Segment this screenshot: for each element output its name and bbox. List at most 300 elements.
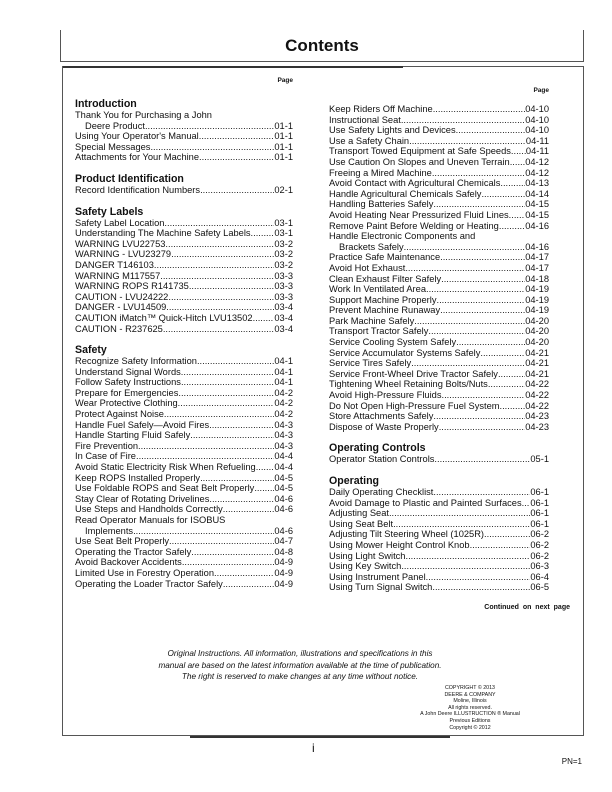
entry-title: DANGER T146103 (75, 259, 154, 270)
dot-leader (133, 526, 274, 537)
toc-entry[interactable] (75, 462, 293, 473)
entry-page: 01-1 (274, 141, 293, 152)
entry-title: Avoid Heating Near Pressurized Fluid Lines (329, 209, 509, 220)
toc-entry[interactable] (329, 199, 549, 210)
toc-entry[interactable] (329, 561, 549, 572)
notice-line: The right is reserved to make changes at any time without notice. (181, 672, 419, 681)
entry-title: Remove Paint Before Welding or Heating (329, 220, 499, 231)
dot-leader (433, 199, 525, 210)
entry-page: 04-23 (525, 411, 549, 422)
toc-entry[interactable] (329, 551, 549, 562)
dot-leader (253, 313, 275, 324)
dot-leader (168, 292, 274, 303)
dot-leader (209, 420, 274, 431)
toc-entry[interactable] (329, 274, 549, 285)
dot-leader (499, 221, 525, 232)
dot-leader (439, 422, 526, 433)
toc-entry[interactable] (75, 536, 293, 547)
toc-entry[interactable] (75, 249, 293, 260)
entry-title-cont: Implements (85, 525, 134, 536)
toc-entry[interactable] (75, 302, 293, 313)
dot-leader (440, 305, 525, 316)
entry-page: 06-1 (530, 497, 549, 508)
entry-line (75, 121, 293, 132)
entry-page: 04-17 (525, 252, 549, 263)
entry-title: In Case of Fire (75, 451, 136, 462)
entry-page: 04-17 (525, 262, 549, 273)
entry-title: Prevent Machine Runaway (329, 305, 441, 316)
entry-page: 04-4 (274, 462, 293, 473)
dot-leader (426, 284, 525, 295)
entry-page: 04-9 (274, 557, 293, 568)
entry-title: WARNING LVU22753 (75, 238, 166, 249)
dot-leader (189, 281, 275, 292)
section-heading: Safety Labels (75, 205, 144, 218)
entry-title: Dispose of Waste Properly (329, 421, 439, 432)
toc-entry[interactable] (329, 582, 549, 593)
entry-title: Use Caution On Slopes and Uneven Terrain (329, 156, 510, 167)
entry-title-cont: Brackets Safely (339, 241, 404, 252)
toc-entry[interactable] (329, 519, 549, 530)
entry-line (329, 242, 549, 253)
toc-section (75, 206, 293, 335)
entry-title: Read Operator Manuals for ISOBUS (75, 515, 226, 525)
entry-title: Daily Operating Checklist (329, 487, 434, 497)
pn-label: PN=1 (561, 757, 582, 766)
entry-title: Using Mower Height Control Knob (329, 539, 470, 550)
entry-page: 04-20 (525, 337, 549, 348)
page-number: i (312, 741, 315, 755)
entry-title: Avoid High-Pressure Fluids (329, 390, 442, 401)
copyright-line: DEERE & COMPANY (444, 691, 496, 698)
entry-page: 04-5 (274, 483, 293, 494)
dot-leader (480, 348, 525, 359)
entry-title: Operating the Tractor Safely (75, 546, 192, 557)
toc-entry[interactable] (329, 390, 549, 401)
toc-entry[interactable] (329, 508, 549, 519)
entry-page: 04-19 (525, 294, 549, 305)
dot-leader (456, 337, 525, 348)
entry-page: 04-20 (525, 326, 549, 337)
entry-page: 04-14 (525, 188, 549, 199)
toc-entry[interactable] (329, 369, 549, 380)
entry-page: 04-15 (525, 209, 549, 220)
entry-page: 06-1 (530, 508, 549, 519)
entry-title: Prepare for Emergencies (75, 387, 179, 398)
dot-leader (509, 210, 526, 221)
toc-entry[interactable] (75, 228, 293, 239)
copyright-line: Previous Editions (449, 717, 491, 724)
entry-title: Safety Label Location (75, 217, 165, 228)
toc-entry[interactable] (329, 189, 549, 200)
toc-entry[interactable] (329, 326, 549, 337)
dot-leader (200, 473, 274, 484)
entry-title: Avoid Static Electricity Risk When Refueling (75, 462, 256, 473)
entry-page: 04-10 (525, 125, 549, 136)
entry-page: 04-16 (525, 220, 549, 231)
continued-note: Continued on next page (484, 604, 570, 611)
entry-title: Record Identification Numbers (75, 184, 201, 195)
entry-title: Using Light Switch (329, 550, 406, 561)
entry-title: Park Machine Safely (329, 315, 415, 326)
toc-entry[interactable] (329, 178, 549, 189)
entry-page: 05-1 (530, 454, 549, 465)
dot-leader (171, 249, 274, 260)
dot-leader (441, 390, 525, 401)
dot-leader (498, 369, 525, 380)
toc-entry[interactable] (329, 136, 549, 147)
entry-page: 04-2 (274, 387, 293, 398)
dot-leader (414, 316, 525, 327)
entry-page: 04-19 (525, 284, 549, 295)
toc-entry[interactable] (329, 125, 549, 136)
toc-entry[interactable] (75, 185, 293, 196)
toc-entry[interactable] (75, 110, 293, 131)
entry-line (75, 526, 293, 537)
notice-line: manual are based on the latest information available at the time of publication. (158, 660, 442, 670)
dot-leader (199, 131, 275, 142)
entry-title: CAUTION - LVU24222 (75, 291, 169, 302)
entry-title: Store Attachments Safely (329, 411, 434, 422)
entry-page: 04-21 (525, 347, 549, 358)
dot-leader (409, 136, 526, 147)
toc-entry[interactable] (329, 221, 549, 232)
entry-page: 06-5 (530, 582, 549, 593)
entry-title: Thank You for Purchasing a John (75, 110, 212, 120)
toc-entry[interactable] (329, 379, 549, 390)
dot-leader (150, 142, 274, 153)
dot-leader (197, 356, 274, 367)
dot-leader (181, 377, 274, 388)
divider (63, 66, 403, 68)
toc-entry[interactable] (75, 547, 293, 558)
dot-leader (433, 487, 530, 498)
page-title: Contents (285, 36, 359, 55)
entry-title: WARNING - LVU23279 (75, 249, 172, 260)
entry-page: 04-9 (274, 578, 293, 589)
toc-entry[interactable] (329, 348, 549, 359)
toc-entry[interactable] (75, 152, 293, 163)
dot-leader (500, 401, 526, 412)
toc-entry[interactable] (329, 252, 549, 263)
toc-entry[interactable] (75, 367, 293, 378)
entry-page: 04-3 (274, 430, 293, 441)
dot-leader (481, 189, 525, 200)
entry-page: 04-22 (525, 379, 549, 390)
toc-entry[interactable] (75, 430, 293, 441)
toc-entry[interactable] (329, 487, 549, 498)
entry-page: 04-19 (525, 305, 549, 316)
toc-entry[interactable] (75, 557, 293, 568)
dot-leader (166, 302, 274, 313)
entry-page: 03-2 (274, 259, 293, 270)
toc-entry[interactable] (75, 398, 293, 409)
entry-page: 04-16 (525, 241, 549, 252)
entry-title: Handle Starting Fluid Safely (75, 430, 191, 441)
toc-entry[interactable] (75, 420, 293, 431)
toc-entry[interactable] (75, 218, 293, 229)
toc-section (75, 344, 293, 589)
toc-entry[interactable] (329, 146, 549, 157)
page-column-header: Page (533, 87, 549, 94)
entry-page: 06-1 (530, 487, 549, 497)
dot-leader (138, 441, 274, 452)
dot-leader (433, 411, 525, 422)
dot-leader (401, 115, 525, 126)
entry-page: 04-12 (525, 156, 549, 167)
entry-title: Tightening Wheel Retaining Bolts/Nuts (329, 379, 488, 390)
toc-entry[interactable] (329, 401, 549, 412)
toc-entry[interactable] (75, 324, 293, 335)
entry-page: 06-2 (530, 539, 549, 550)
entry-title: Handling Batteries Safely (329, 199, 434, 210)
dot-leader (178, 398, 275, 409)
toc-entry[interactable] (75, 281, 293, 292)
dot-leader (426, 572, 531, 583)
toc-entry[interactable] (75, 473, 293, 484)
section-heading: Operating (329, 475, 380, 487)
toc-section (329, 104, 549, 432)
dot-leader (164, 218, 274, 229)
dot-leader (434, 454, 530, 465)
toc-entry[interactable] (75, 292, 293, 303)
entry-title: Keep Riders Off Machine (329, 104, 433, 114)
entry-page: 04-6 (274, 504, 293, 515)
entry-page: 03-4 (274, 302, 293, 313)
entry-page: 03-2 (274, 249, 293, 260)
toc-entry[interactable] (75, 271, 293, 282)
toc-entry[interactable] (75, 313, 293, 324)
entry-page: 03-4 (274, 312, 293, 323)
entry-title: Using Seat Belt (329, 518, 394, 529)
dot-leader (441, 274, 525, 285)
entry-page: 03-3 (274, 291, 293, 302)
toc-entry[interactable] (75, 260, 293, 271)
entry-page: 03-4 (274, 323, 293, 334)
entry-title: Understand Signal Words (75, 366, 181, 377)
toc-entry[interactable] (75, 579, 293, 590)
entry-title: Operating the Loader Tractor Safely (75, 578, 223, 589)
copyright-line: Moline, Illinois (453, 698, 487, 705)
entry-page: 04-23 (525, 421, 549, 432)
dot-leader (440, 252, 525, 263)
toc-entry[interactable] (75, 131, 293, 142)
entry-page: 04-11 (525, 146, 549, 157)
entry-page: 04-20 (525, 315, 549, 326)
toc-entry[interactable] (75, 451, 293, 462)
entry-page: 01-1 (274, 120, 293, 131)
entry-title: Using Turn Signal Switch (329, 582, 433, 593)
dot-leader (522, 498, 531, 509)
entry-page: 06-2 (530, 529, 549, 540)
toc-entry[interactable] (75, 142, 293, 153)
dot-leader (182, 557, 275, 568)
entry-page: 04-2 (274, 398, 293, 409)
toc-entry[interactable] (329, 540, 549, 551)
entry-title: Clean Exhaust Filter Safely (329, 273, 442, 284)
dot-leader (251, 228, 275, 239)
entry-page: 04-13 (525, 178, 549, 189)
entry-title: Keep ROPS Installed Properly (75, 472, 201, 483)
toc-entry[interactable] (75, 409, 293, 420)
entry-page: 03-3 (274, 270, 293, 281)
toc-entry[interactable] (329, 168, 549, 179)
entry-page: 06-1 (530, 518, 549, 529)
toc-entry[interactable] (75, 515, 293, 536)
toc-entry[interactable] (329, 316, 549, 327)
dot-leader (393, 519, 530, 530)
notice-text (130, 648, 470, 683)
copyright-line: A John Deere ILLUSTRUCTION ® Manual (420, 711, 520, 718)
toc-entry[interactable] (329, 104, 549, 115)
entry-title: Transport Tractor Safely (329, 326, 429, 337)
entry-title: Handle Fuel Safely—Avoid Fires (75, 419, 210, 430)
toc-entry[interactable] (75, 239, 293, 250)
entry-page: 04-6 (274, 493, 293, 504)
entry-title: Do Not Open High-Pressure Fuel System (329, 400, 500, 411)
toc-entry[interactable] (329, 337, 549, 348)
toc-entry[interactable] (329, 305, 549, 316)
toc-entry[interactable] (329, 454, 549, 465)
toc-entry[interactable] (75, 494, 293, 505)
entry-title: Support Machine Properly (329, 294, 437, 305)
toc-entry[interactable] (75, 441, 293, 452)
toc-entry[interactable] (329, 422, 549, 433)
entry-title: Service Cooling System Safely (329, 337, 457, 348)
entry-title: Use Foldable ROPS and Seat Belt Properly (75, 483, 255, 494)
toc-entry[interactable] (75, 377, 293, 388)
entry-title: Attachments for Your Machine (75, 152, 200, 163)
toc-section (75, 98, 293, 163)
toc-entry[interactable] (75, 568, 293, 579)
entry-page: 03-1 (274, 217, 293, 228)
entry-title: Understanding The Machine Safety Labels (75, 228, 251, 239)
entry-title: Use Safety Lights and Devices (329, 125, 456, 136)
entry-title: Use a Safety Chain (329, 135, 410, 146)
dot-leader (456, 125, 526, 136)
toc-entry[interactable] (329, 295, 549, 306)
entry-title: Recognize Safety Information (75, 356, 197, 367)
entry-title: Stay Clear of Rotating Drivelines (75, 493, 210, 504)
entry-title: DANGER - LVU14509 (75, 302, 167, 313)
entry-page: 04-10 (525, 114, 549, 125)
dot-leader (432, 168, 525, 179)
toc-entry[interactable] (329, 529, 549, 540)
dot-leader (136, 451, 274, 462)
entry-title: Adjusting Seat (329, 508, 389, 519)
dot-leader (160, 271, 274, 282)
entry-title: Handle Agricultural Chemicals Safely (329, 188, 482, 199)
dot-leader (164, 409, 275, 420)
section-heading: Product Identification (75, 172, 184, 185)
entry-title: Wear Protective Clothing (75, 398, 178, 409)
entry-title: Service Tires Safely (329, 358, 412, 369)
entry-title: WARNING M117557 (75, 270, 161, 281)
entry-title: Practice Safe Maintenance (329, 252, 441, 263)
entry-title: Instructional Seat (329, 114, 401, 125)
entry-page: 04-12 (525, 167, 549, 178)
dot-leader (404, 242, 526, 253)
toc-left-column (75, 76, 293, 589)
dot-leader (405, 551, 530, 562)
entry-page: 06-2 (530, 550, 549, 561)
entry-page: 04-1 (274, 366, 293, 377)
entry-title: Handle Electronic Components and (329, 231, 476, 242)
toc-entry[interactable] (329, 210, 549, 221)
toc-entry[interactable] (329, 358, 549, 369)
toc-entry[interactable] (329, 572, 549, 583)
dot-leader (401, 561, 530, 572)
entry-page: 04-9 (274, 567, 293, 578)
dot-leader (470, 540, 531, 551)
toc-entry[interactable] (329, 284, 549, 295)
dot-leader (190, 430, 274, 441)
toc-entry[interactable] (329, 231, 549, 252)
entry-page: 01-1 (274, 131, 293, 142)
entry-page: 04-15 (525, 199, 549, 210)
dot-leader (214, 568, 274, 579)
toc-entry[interactable] (329, 263, 549, 274)
toc-entry[interactable] (75, 483, 293, 494)
toc-entry[interactable] (329, 157, 549, 168)
entry-page: 04-21 (525, 358, 549, 369)
toc-section (75, 173, 293, 196)
copyright-line: Copyright © 2012 (449, 724, 491, 731)
entry-title: Work In Ventilated Area (329, 284, 426, 295)
entry-page: 03-1 (274, 228, 293, 239)
dot-leader (254, 483, 274, 494)
entry-title: Transport Towed Equipment at Safe Speeds (329, 146, 511, 157)
entry-title: Operator Station Controls (329, 454, 435, 465)
entry-title: CAUTION - R237625 (75, 323, 163, 334)
entry-title: Avoid Hot Exhaust (329, 262, 406, 273)
entry-title: Using Key Switch (329, 561, 402, 572)
dot-leader (199, 152, 274, 163)
toc-entry[interactable] (75, 356, 293, 367)
toc-entry[interactable] (75, 388, 293, 399)
entry-page: 04-3 (274, 419, 293, 430)
entry-page: 04-3 (274, 440, 293, 451)
entry-title: Limited Use in Forestry Operation (75, 567, 214, 578)
entry-title: Freeing a Mired Machine (329, 167, 432, 178)
toc-entry[interactable] (75, 504, 293, 515)
dot-leader (500, 178, 525, 189)
dot-leader (145, 121, 274, 132)
entry-title: Avoid Backover Accidents (75, 557, 182, 568)
entry-page: 03-3 (274, 281, 293, 292)
dot-leader (165, 239, 274, 250)
entry-title: Avoid Contact with Agricultural Chemicals (329, 178, 501, 189)
toc-entry[interactable] (329, 498, 549, 509)
dot-leader (405, 263, 525, 274)
dot-leader (223, 504, 275, 515)
entry-title: Adjusting Tilt Steering Wheel (1025R) (329, 529, 485, 540)
dot-leader (428, 326, 525, 337)
section-heading: Safety (75, 344, 107, 357)
dot-leader (411, 358, 525, 369)
toc-right-column (329, 86, 549, 593)
dot-leader (389, 508, 530, 519)
dot-leader (437, 295, 526, 306)
toc-entry[interactable] (329, 115, 549, 126)
entry-page: 04-10 (525, 104, 549, 114)
entry-page: 02-1 (274, 184, 293, 195)
toc-entry[interactable] (329, 411, 549, 422)
dot-leader (223, 579, 275, 590)
entry-page: 04-5 (274, 472, 293, 483)
entry-title: Protect Against Noise (75, 409, 164, 420)
dot-leader (433, 104, 526, 115)
